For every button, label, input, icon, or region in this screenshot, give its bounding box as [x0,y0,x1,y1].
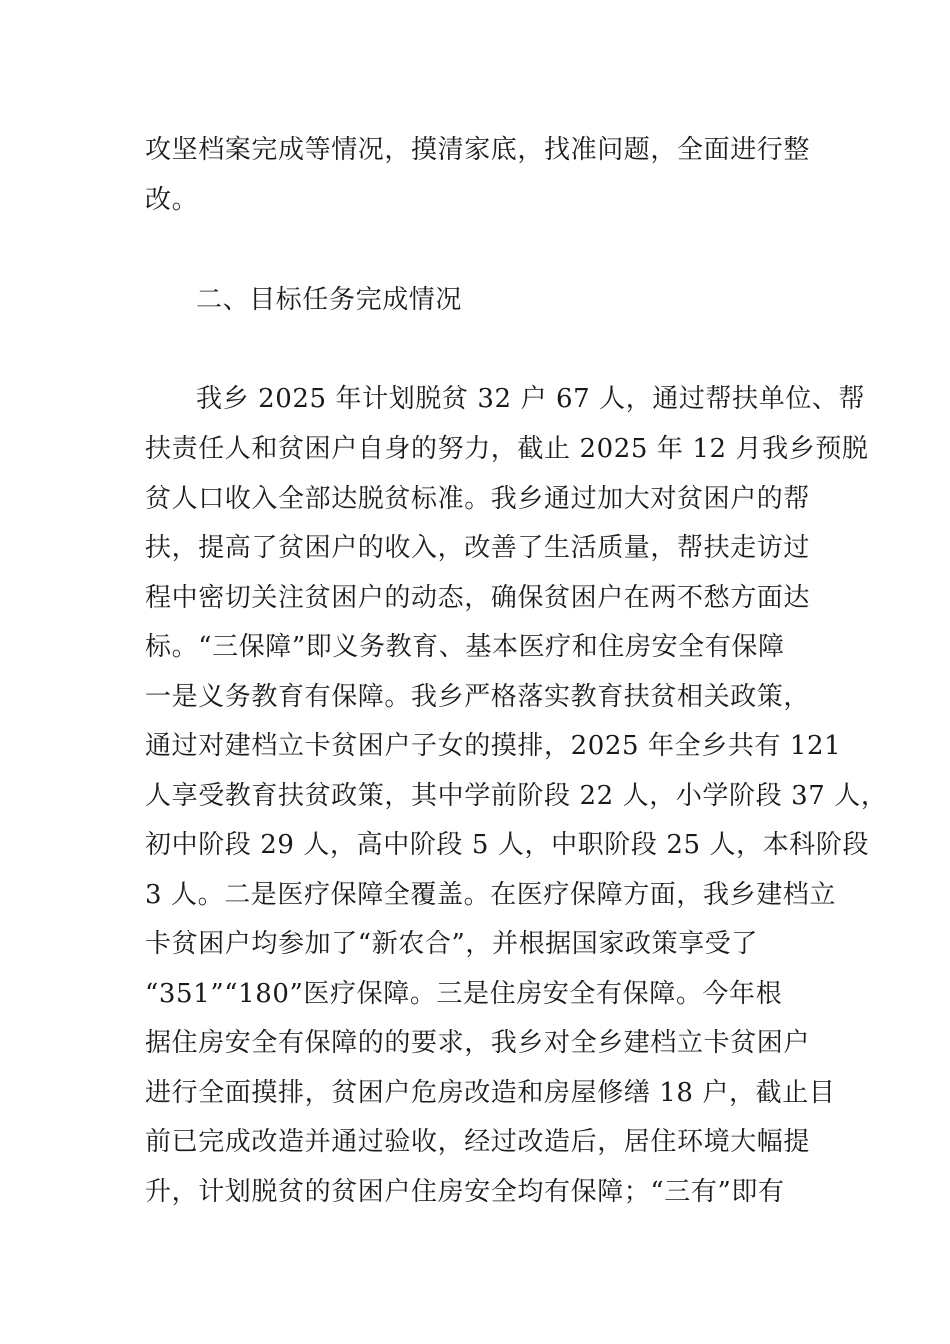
body-paragraph-line: 前已完成改造并通过验收，经过改造后，居住环境大幅提 [145,1127,811,1157]
body-paragraph-line: 卡贫困户均参加了“新农合”，并根据国家政策享受了 [145,929,758,959]
body-paragraph-line: 据住房安全有保障的的要求，我乡对全乡建档立卡贫困户 [145,1028,811,1058]
body-paragraph-line: 我乡 2025 年计划脱贫 32 户 67 人，通过帮扶单位、帮 [196,384,866,414]
body-paragraph-line: 3 人。二是医疗保障全覆盖。在医疗保障方面，我乡建档立 [145,880,837,910]
body-paragraph-line: 一是义务教育有保障。我乡严格落实教育扶贫相关政策， [145,682,811,712]
body-paragraph-line: 扶责任人和贫困户自身的努力，截止 2025 年 12 月我乡预脱 [145,434,869,464]
intro-paragraph-line: 攻坚档案完成等情况，摸清家底，找准问题，全面进行整 [145,135,811,165]
body-paragraph-line: “351”“180”医疗保障。三是住房安全有保障。今年根 [145,979,783,1009]
body-paragraph-line: 标。“三保障”即义务教育、基本医疗和住房安全有保障 [145,632,785,662]
body-paragraph-line: 初中阶段 29 人，高中阶段 5 人，中职阶段 25 人，本科阶段 [145,830,870,860]
body-paragraph-line: 贫人口收入全部达脱贫标准。我乡通过加大对贫困户的帮 [145,484,811,514]
section-heading: 二、目标任务完成情况 [196,285,463,315]
body-paragraph-line: 升，计划脱贫的贫困户住房安全均有保障；“三有”即有 [145,1177,785,1207]
body-paragraph-line: 程中密切关注贫困户的动态，确保贫困户在两不愁方面达 [145,583,811,613]
intro-paragraph-line: 改。 [145,185,199,215]
body-paragraph-line: 通过对建档立卡贫困户子女的摸排，2025 年全乡共有 121 [145,731,842,761]
body-paragraph-line: 扶，提高了贫困户的收入，改善了生活质量，帮扶走访过 [145,533,811,563]
body-paragraph-line: 进行全面摸排，贫困户危房改造和房屋修缮 18 户，截止目 [145,1078,836,1108]
body-paragraph-line: 人享受教育扶贫政策，其中学前阶段 22 人，小学阶段 37 人， [145,781,888,811]
